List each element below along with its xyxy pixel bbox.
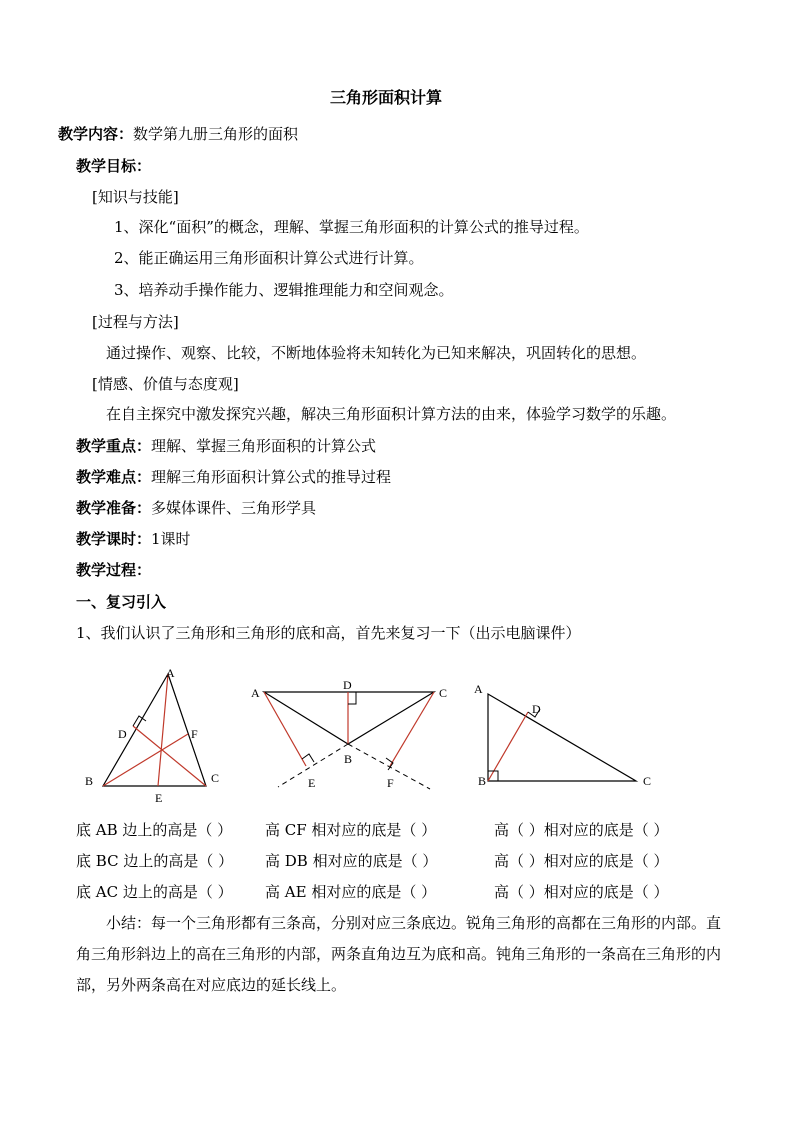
fig1-label-d: D (118, 727, 127, 741)
preparation-label: 教学准备： (76, 499, 152, 517)
question-2-1: 底 BC 边上的高是（ ） (76, 852, 234, 870)
knowledge-heading: [知识与技能] (92, 188, 179, 206)
fig1-label-a: A (166, 666, 175, 680)
process-text: 通过操作、观察、比较，不断地体验将未知转化为已知来解决，巩固转化的思想。 (106, 344, 647, 362)
fig2-label-e: E (308, 776, 316, 790)
difficulty-value: 理解三角形面积计算公式的推导过程 (151, 468, 392, 486)
question-3-3: 高（ ）相对应的底是（ ） (494, 883, 669, 901)
fig1-label-c: C (211, 771, 220, 785)
period-label: 教学课时： (76, 530, 152, 548)
process-heading: [过程与方法] (92, 313, 179, 331)
page-title: 三角形面积计算 (330, 88, 443, 107)
process-label: 教学过程： (76, 561, 152, 579)
emotion-text: 在自主探究中激发探究兴趣，解决三角形面积计算方法的由来，体验学习数学的乐趣。 (106, 405, 677, 423)
question-1-3: 高（ ）相对应的底是（ ） (494, 821, 669, 839)
question-2-2: 高 DB 相对应的底是（ ） (265, 852, 438, 870)
question-3-1: 底 AC 边上的高是（ ） (76, 883, 233, 901)
fig2-label-d: D (343, 678, 352, 692)
fig1-label-b: B (85, 774, 94, 788)
summary-paragraph: 小结：每一个三角形都有三条高，分别对应三条底边。锐角三角形的高都在三角形的内部。直角三角形斜边上的高在三角形的内部，两条直角边互为底和高。钝角三角形的一条高在三角形的内部，另外两条高在对应底边的延长线上。 (76, 914, 722, 994)
goal-item-2: 2、能正确运用三角形面积计算公式进行计算。 (114, 249, 424, 267)
fig3-label-d: D (532, 702, 541, 716)
fig2-label-a: A (251, 686, 260, 700)
goal-item-3: 3、培养动手操作能力、逻辑推理能力和空间观念。 (114, 281, 454, 299)
question-1-2: 高 CF 相对应的底是（ ） (265, 821, 437, 839)
preparation-value: 多媒体课件、三角形学具 (151, 499, 317, 517)
fig3-label-b: B (478, 774, 487, 788)
section1-heading: 一、复习引入 (76, 593, 167, 611)
fig1-label-f: F (191, 727, 198, 741)
emotion-heading: [情感、价值与态度观] (92, 375, 239, 393)
fig2-label-c: C (439, 686, 448, 700)
figure-acute-triangle (85, 666, 219, 805)
key-point-value: 理解、掌握三角形面积的计算公式 (151, 437, 377, 455)
key-point-label: 教学重点： (76, 437, 152, 455)
content-value: 数学第九册三角形的面积 (133, 125, 299, 143)
fig3-label-a: A (474, 682, 483, 696)
figure-right-triangle (474, 682, 651, 788)
figure-obtuse-triangle (251, 678, 447, 790)
goals-label: 教学目标： (76, 157, 152, 175)
period-value: 1课时 (151, 530, 191, 548)
section1-intro: 1、我们认识了三角形和三角形的底和高，首先来复习一下（出示电脑课件） (76, 624, 581, 642)
question-3-2: 高 AE 相对应的底是（ ） (265, 883, 437, 901)
fig2-label-b: B (344, 752, 353, 766)
fig1-label-e: E (155, 791, 163, 805)
goal-item-1: 1、深化“面积”的概念，理解、掌握三角形面积的计算公式的推导过程。 (114, 218, 589, 236)
question-1-1: 底 AB 边上的高是（ ） (76, 821, 233, 839)
fig2-label-f: F (387, 776, 394, 790)
fig3-label-c: C (643, 774, 652, 788)
difficulty-label: 教学难点： (76, 468, 152, 486)
content-label: 教学内容： (58, 125, 134, 143)
question-2-3: 高（ ）相对应的底是（ ） (494, 852, 669, 870)
